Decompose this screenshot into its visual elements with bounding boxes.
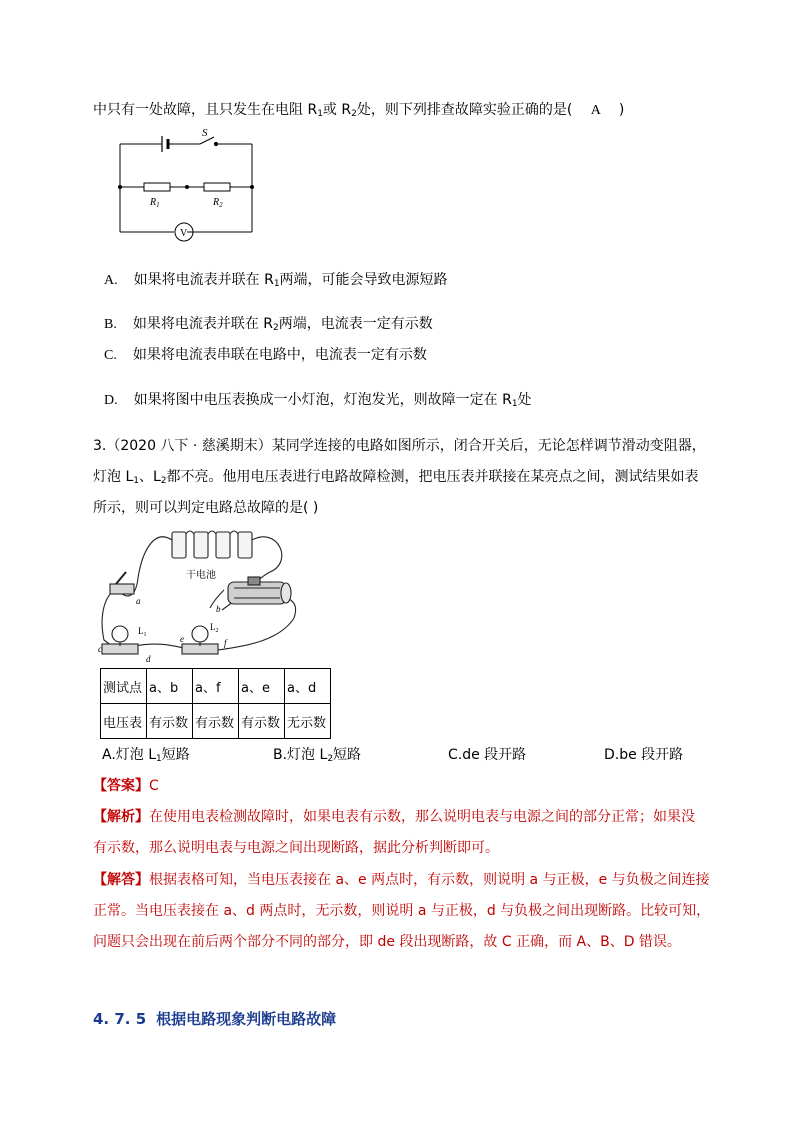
solution-line3: 问题只会出现在前后两个部分不同的部分，即 de 段出现断路，故 C 正确，而 A、B、D 错误。 — [93, 934, 681, 950]
section-heading: 4. 7. 5 根据电路现象判断电路故障 — [93, 1010, 337, 1028]
table-cell: 有示数 — [193, 704, 239, 739]
q2-intro: 中只有一处故障，且只发生在电阻 $R_1$或 $R_2$处，则下列排查故障实验正确的是( A ) — [93, 102, 625, 119]
point-d-label: d — [146, 654, 151, 664]
point-c-label: c — [98, 644, 102, 654]
point-a-label: a — [136, 596, 141, 606]
point-e-label: e — [180, 634, 184, 644]
q3-stem-line1: 3.（2020 八下 · 慈溪期末）某同学连接的电路如图所示，闭合开关后，无论怎样调节滑动变阻器， — [93, 438, 706, 454]
solution-line2: 正常。当电压表接在 a、d 两点时，无示数，则说明 a 与正极，d 与负极之间出现断路。比较可知， — [93, 903, 711, 919]
r2-label: $R_2$ — [213, 197, 223, 209]
table-cell: a、d — [285, 669, 331, 704]
table-cell: 无示数 — [285, 704, 331, 739]
q2-option-a: A. 如果将电流表并联在 $R_1$两端，可能会导致电源短路 — [104, 272, 448, 289]
table-cell: a、e — [239, 669, 285, 704]
q2-option-c: C. 如果将电流表串联在电路中，电流表一定有示数 — [104, 347, 427, 363]
lamp-l1-label: $L_1$ — [138, 626, 147, 638]
table-cell: 电压表 — [101, 704, 147, 739]
table-cell: 有示数 — [239, 704, 285, 739]
q3-choice-a: A.灯泡 $L_1$短路 — [102, 747, 190, 764]
table-cell: 测试点 — [101, 669, 147, 704]
analysis-line1: 【解析】在使用电表检测故障时，如果电表有示数，那么说明电表与电源之间的部分正常；如果没 — [93, 809, 695, 825]
q3-choice-d: D.be 段开路 — [604, 747, 684, 763]
lamp-l2-label: $L_2$ — [210, 622, 219, 634]
voltmeter-label: V — [180, 228, 188, 239]
analysis-line2: 有示数，那么说明电表与电源之间出现断路，据此分析判断即可。 — [93, 840, 499, 856]
r1-label: $R_1$ — [150, 197, 160, 209]
q3-choice-b: B.灯泡 $L_2$短路 — [273, 747, 362, 764]
q3-choice-c: C.de 段开路 — [448, 747, 527, 763]
circuit-diagram — [110, 124, 260, 246]
table-row — [101, 669, 331, 704]
q2-option-b: B. 如果将电流表并联在 $R_2$两端，电流表一定有示数 — [104, 316, 433, 333]
table-cell: a、f — [193, 669, 239, 704]
battery-label: 干电池 — [186, 570, 216, 581]
q3-stem-line3: 所示，则可以判定电路总故障的是( ) — [93, 500, 319, 516]
point-f-label: f — [224, 638, 227, 648]
table-cell: 有示数 — [147, 704, 193, 739]
test-result-table — [100, 668, 331, 739]
solution-line1: 【解答】根据表格可知，当电压表接在 a、e 两点时，有示数，则说明 a 与正极，e 与负极之间连接 — [93, 872, 710, 888]
point-b-label: b — [216, 604, 221, 614]
switch-label: S — [202, 127, 208, 139]
table-cell: a、b — [147, 669, 193, 704]
q3-stem-line2: 灯泡 $L_1$、$L_2$都不亮。他用电压表进行电路故障检测，把电压表并联接在某亮点之间，测试结果如表 — [93, 469, 699, 486]
circuit-photo — [98, 522, 308, 664]
table-row — [101, 704, 331, 739]
answer-line: 【答案】C — [93, 778, 159, 794]
q2-option-d: D. 如果将图中电压表换成一小灯泡，灯泡发光，则故障一定在 $R_1$处 — [104, 392, 532, 409]
